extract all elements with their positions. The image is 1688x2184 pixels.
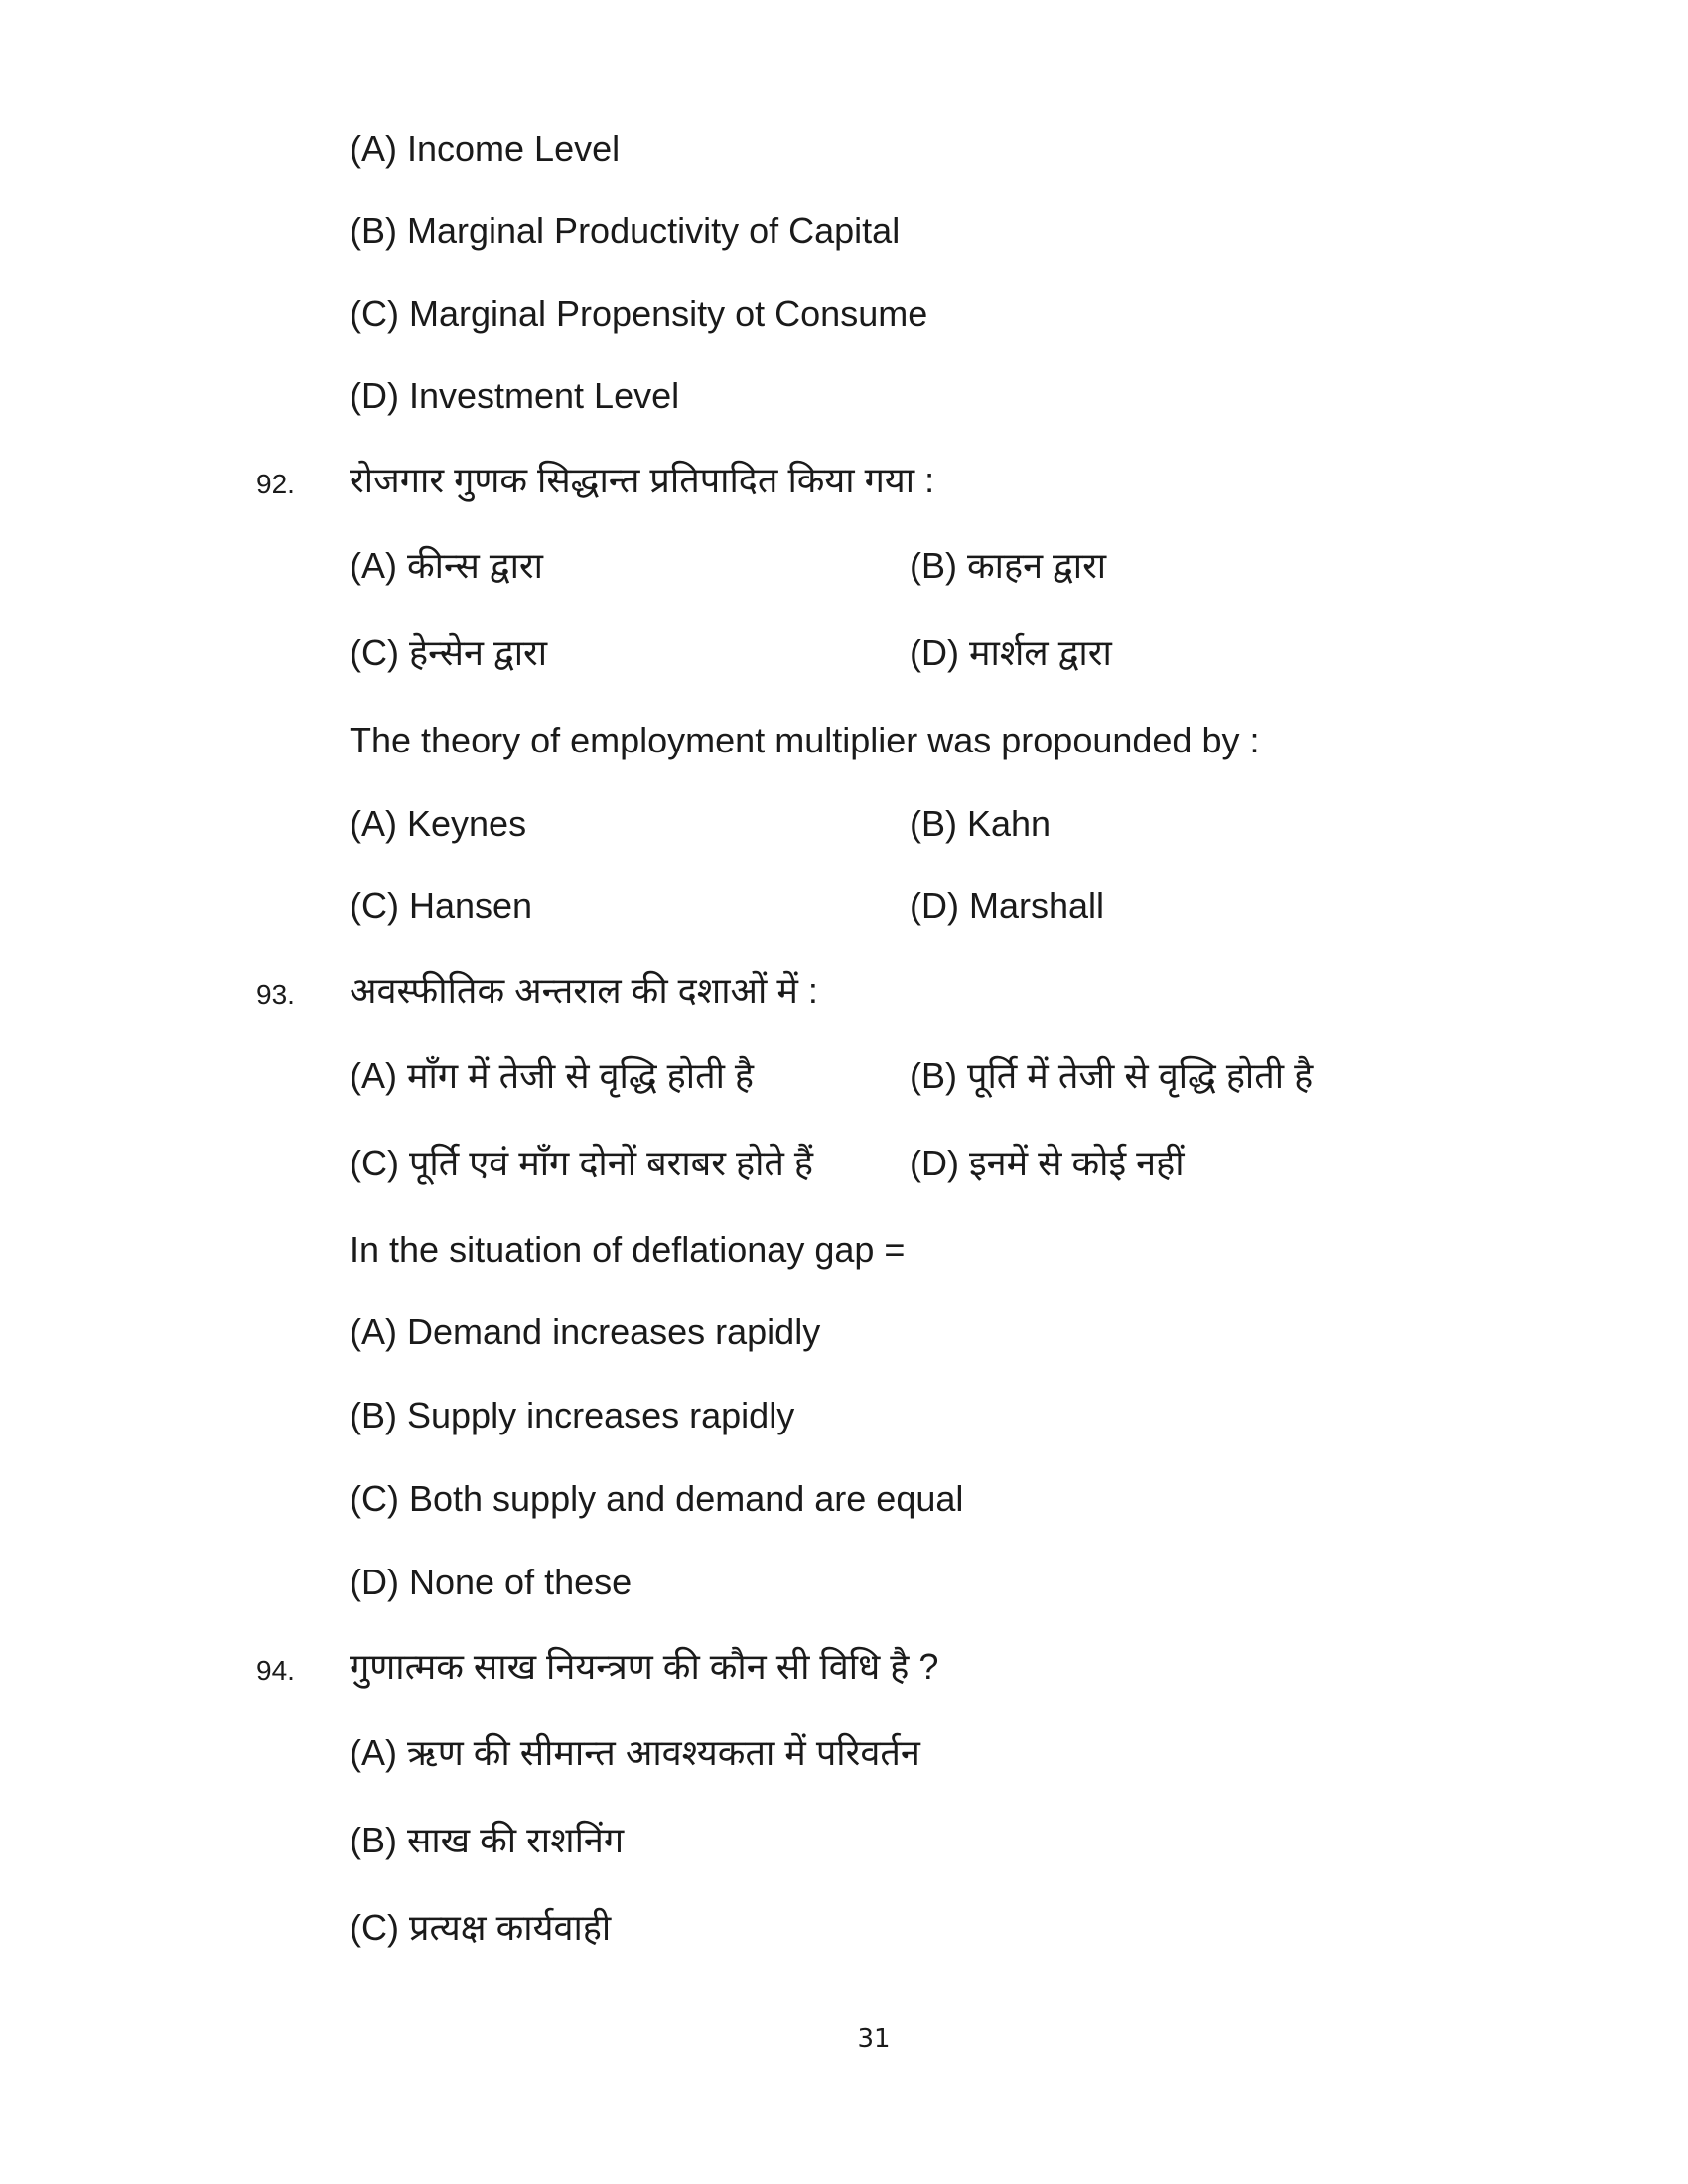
- q94-number: 94.: [256, 1655, 295, 1686]
- q94-hindi-option-a: (A) ऋण की सीमान्त आवश्यकता में परिवर्तन: [350, 1732, 920, 1773]
- q94-hindi-question: गुणात्मक साख नियन्त्रण की कौन सी विधि है ?: [350, 1646, 939, 1687]
- q91-option-c: (C) Marginal Propensity ot Consume: [350, 293, 928, 334]
- q93-hindi-option-d: (D) इनमें से कोई नहीं: [910, 1143, 1185, 1183]
- q93-english-option-d: (D) None of these: [350, 1562, 633, 1602]
- q92-hindi-option-c: (C) हेन्सेन द्वारा: [350, 632, 548, 673]
- q92-hindi-option-b: (B) काहन द्वारा: [910, 545, 1107, 586]
- q92-hindi-option-a: (A) कीन्स द्वारा: [350, 545, 543, 586]
- q93-english-option-c: (C) Both supply and demand are equal: [350, 1478, 964, 1519]
- q94-hindi-option-b: (B) साख की राशनिंग: [350, 1820, 625, 1860]
- q91-option-a: (A) Income Level: [350, 128, 621, 169]
- page-number: 31: [857, 2024, 891, 2054]
- q93-hindi-option-a: (A) माँग में तेजी से वृद्धि होती है: [350, 1055, 755, 1096]
- q91-option-d: (D) Investment Level: [350, 375, 680, 416]
- q92-number: 92.: [256, 469, 295, 499]
- q93-hindi-question: अवस्फीतिक अन्तराल की दशाओं में :: [350, 970, 818, 1011]
- q93-number: 93.: [256, 979, 295, 1010]
- q93-hindi-option-c: (C) पूर्ति एवं माँग दोनों बराबर होते हैं: [350, 1143, 814, 1183]
- q92-english-option-d: (D) Marshall: [910, 886, 1105, 926]
- q92-english-option-b: (B) Kahn: [910, 803, 1052, 844]
- q93-hindi-option-b: (B) पूर्ति में तेजी से वृद्धि होती है: [910, 1055, 1314, 1096]
- q94-hindi-option-c: (C) प्रत्यक्ष कार्यवाही: [350, 1907, 612, 1948]
- q92-english-question: The theory of employment multiplier was propounded by :: [350, 720, 1260, 760]
- q93-english-option-a: (A) Demand increases rapidly: [350, 1311, 821, 1352]
- q91-option-b: (B) Marginal Productivity of Capital: [350, 210, 901, 251]
- q92-hindi-question: रोजगार गुणक सिद्धान्त प्रतिपादित किया गया :: [350, 460, 935, 500]
- q92-english-option-a: (A) Keynes: [350, 803, 527, 844]
- q92-english-option-c: (C) Hansen: [350, 886, 533, 926]
- q92-hindi-option-d: (D) मार्शल द्वारा: [910, 632, 1112, 673]
- q93-english-option-b: (B) Supply increases rapidly: [350, 1395, 795, 1435]
- q93-english-question: In the situation of deflationay gap =: [350, 1229, 906, 1270]
